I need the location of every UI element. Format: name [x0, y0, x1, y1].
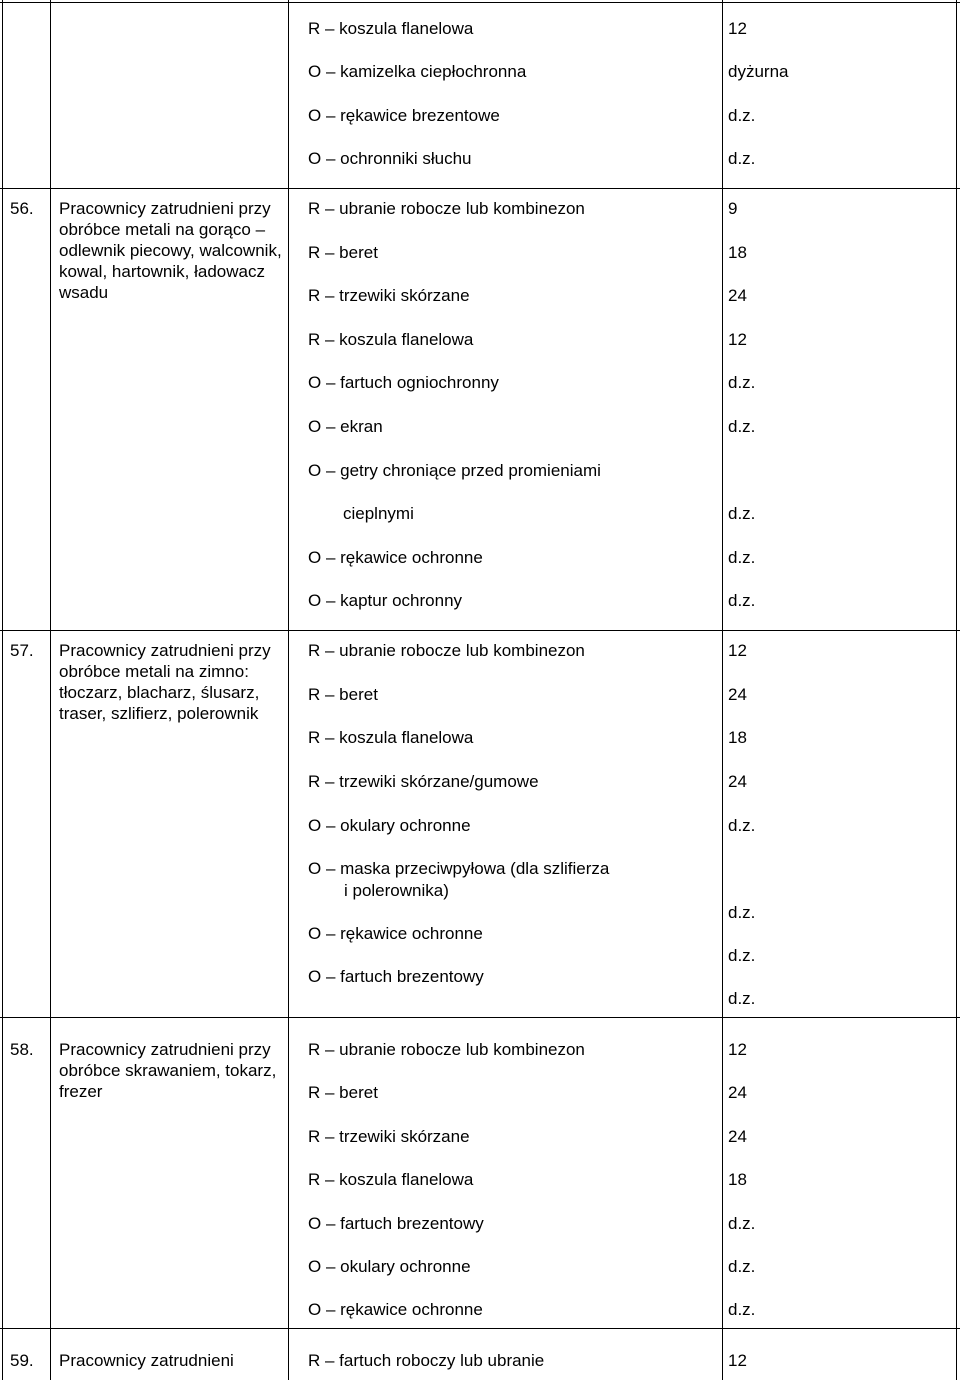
usage-period: 24 — [728, 1127, 747, 1146]
usage-period: d.z. — [728, 1214, 756, 1233]
usage-period: d.z. — [728, 548, 756, 567]
grid-line — [0, 2, 960, 3]
usage-period: 12 — [728, 1351, 747, 1370]
usage-period: 12 — [728, 1040, 747, 1059]
protective-item: R – trzewiki skórzane — [308, 286, 470, 305]
usage-period: d.z. — [728, 417, 756, 436]
usage-period: dyżurna — [728, 62, 789, 81]
protective-item: R – ubranie robocze lub kombinezon — [308, 199, 585, 218]
protective-item: R – beret — [308, 685, 378, 704]
protective-item: R – ubranie robocze lub kombinezon — [308, 1040, 585, 1059]
protective-item: O – ekran — [308, 417, 383, 436]
grid-line — [0, 188, 960, 189]
protective-item: O – ochronniki słuchu — [308, 149, 472, 168]
usage-period: 18 — [728, 1170, 747, 1189]
usage-period: d.z. — [728, 504, 756, 523]
grid-line — [50, 0, 51, 1380]
usage-period: d.z. — [728, 373, 756, 392]
usage-period: d.z. — [728, 816, 756, 835]
grid-line — [2, 0, 3, 1380]
row-number: 57. — [10, 641, 34, 660]
worker-description: Pracownicy zatrudnieni — [59, 1351, 234, 1370]
protective-item: O – rękawice ochronne — [308, 924, 483, 943]
usage-period: 24 — [728, 286, 747, 305]
grid-line — [288, 0, 289, 1380]
protective-item: O – rękawice ochronne — [308, 1300, 483, 1319]
protective-item: O – kamizelka ciepłochronna — [308, 62, 527, 81]
usage-period: 12 — [728, 19, 747, 38]
grid-line — [0, 1017, 960, 1018]
protective-item: R – trzewiki skórzane/gumowe — [308, 772, 539, 791]
worker-description: Pracownicy zatrudnieni przy obróbce metali na zimno: tłoczarz, blacharz, ślusarz, traser, szlifierz, polerownik — [59, 641, 271, 723]
grid-line — [0, 1328, 960, 1329]
usage-period: d.z. — [728, 591, 756, 610]
protective-item-continuation: i polerownika) — [344, 881, 449, 900]
protective-item: O – rękawice ochronne — [308, 548, 483, 567]
protective-item: O – kaptur ochronny — [308, 591, 463, 610]
protective-item: R – trzewiki skórzane — [308, 1127, 470, 1146]
grid-line — [956, 0, 957, 1380]
usage-period: d.z. — [728, 1257, 756, 1276]
usage-period: 18 — [728, 243, 747, 262]
usage-period: d.z. — [728, 989, 756, 1008]
protective-item: O – fartuch ogniochronny — [308, 373, 499, 392]
usage-period: 24 — [728, 772, 747, 791]
worker-description: Pracownicy zatrudnieni przy obróbce skrawaniem, tokarz, frezer — [59, 1040, 277, 1101]
usage-period: d.z. — [728, 1300, 756, 1319]
protective-item: O – okulary ochronne — [308, 1257, 471, 1276]
usage-period: 18 — [728, 728, 747, 747]
row-number: 59. — [10, 1351, 34, 1370]
usage-period: d.z. — [728, 149, 756, 168]
protective-item: R – koszula flanelowa — [308, 19, 474, 38]
usage-period: d.z. — [728, 946, 756, 965]
usage-period: 12 — [728, 330, 747, 349]
protective-item: R – beret — [308, 1083, 378, 1102]
row-number: 56. — [10, 199, 34, 218]
protective-item: R – beret — [308, 243, 378, 262]
worker-description: Pracownicy zatrudnieni przy obróbce metali na gorąco – odlewnik piecowy, walcownik, kowal, hartownik, ładowacz wsadu — [59, 199, 282, 302]
grid-line — [0, 630, 960, 631]
usage-period: 12 — [728, 641, 747, 660]
protective-item: O – okulary ochronne — [308, 816, 471, 835]
protective-item: O – fartuch brezentowy — [308, 967, 484, 986]
grid-line — [722, 0, 723, 1380]
usage-period: 24 — [728, 685, 747, 704]
usage-period: 9 — [728, 199, 738, 218]
protective-item: R – koszula flanelowa — [308, 1170, 474, 1189]
protective-item-continuation: cieplnymi — [343, 504, 414, 523]
protective-item: O – getry chroniące przed promieniami — [308, 461, 601, 480]
usage-period: 24 — [728, 1083, 747, 1102]
usage-period: d.z. — [728, 903, 756, 922]
protective-item: R – koszula flanelowa — [308, 728, 474, 747]
usage-period: d.z. — [728, 106, 756, 125]
protective-item: O – maska przeciwpyłowa (dla szlifierza — [308, 859, 610, 878]
protective-item: O – fartuch brezentowy — [308, 1214, 484, 1233]
protective-item: R – fartuch roboczy lub ubranie — [308, 1351, 545, 1370]
protective-item: O – rękawice brezentowe — [308, 106, 500, 125]
protective-item: R – koszula flanelowa — [308, 330, 474, 349]
protective-item: R – ubranie robocze lub kombinezon — [308, 641, 585, 660]
row-number: 58. — [10, 1040, 34, 1059]
